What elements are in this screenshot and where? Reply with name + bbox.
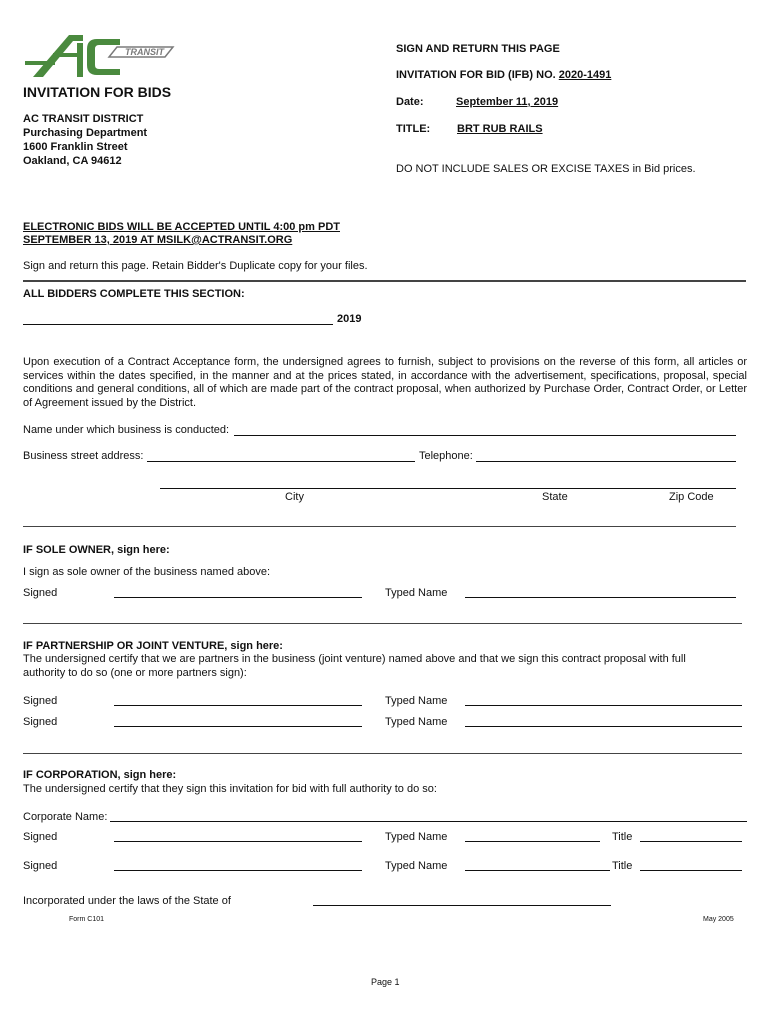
title-value: BRT RUB RAILS bbox=[457, 123, 543, 135]
sole-owner-typed-name-field[interactable] bbox=[465, 597, 736, 598]
typed-name-label: Typed Name bbox=[385, 860, 448, 872]
state-label: State bbox=[542, 491, 568, 503]
partnership-heading: IF PARTNERSHIP OR JOINT VENTURE, sign here: bbox=[23, 640, 283, 652]
address-line: Oakland, CA 94612 bbox=[23, 155, 122, 167]
logo-transit-text: TRANSIT bbox=[125, 47, 164, 57]
typed-name-label: Typed Name bbox=[385, 587, 448, 599]
execution-paragraph: Upon execution of a Contract Acceptance form, the undersigned agrees to furnish, subject to provisions on the reverse of this form, all articles or services within the dates specified, in the manner and at the prices stated, in accordance with the advertisement, specifications, proposal, special conditions and general conditions, all of which are made part of the contract proposal, when authorized by Purchase Order, Contract Order, or Letter of Agreement issued by the District. bbox=[23, 356, 747, 409]
incorporated-label: Incorporated under the laws of the State of bbox=[23, 895, 231, 907]
date-value: September 11, 2019 bbox=[456, 96, 559, 108]
corp-typed-name-field-2[interactable] bbox=[465, 870, 610, 871]
street-address-label: Business street address: bbox=[23, 450, 144, 462]
corporate-name-label: Corporate Name: bbox=[23, 811, 108, 823]
ifb-line bbox=[396, 69, 611, 81]
corp-typed-name-field-1[interactable] bbox=[465, 841, 600, 842]
city-label: City bbox=[285, 491, 304, 503]
ifb-number: 2020-1491 bbox=[558, 69, 612, 81]
address-line: Purchasing Department bbox=[23, 127, 148, 139]
title-field-label: Title bbox=[612, 860, 633, 872]
zip-code-label: Zip Code bbox=[669, 491, 714, 503]
date-label: Date: bbox=[396, 96, 424, 108]
corporate-name-field[interactable] bbox=[110, 821, 747, 822]
ac-transit-logo bbox=[25, 33, 175, 77]
district-address bbox=[23, 112, 147, 168]
sign-return-note: Sign and return this page. Retain Bidder's Duplicate copy for your files. bbox=[23, 260, 368, 272]
corporation-heading: IF CORPORATION, sign here: bbox=[23, 769, 177, 781]
sole-owner-signature-field[interactable] bbox=[114, 597, 362, 598]
telephone-field[interactable] bbox=[476, 461, 736, 462]
form-number: Form C101 bbox=[69, 916, 105, 923]
signed-label: Signed bbox=[23, 831, 58, 843]
incorporated-state-field[interactable] bbox=[313, 905, 611, 906]
section-divider bbox=[23, 753, 742, 754]
corp-signature-field-1[interactable] bbox=[114, 841, 362, 842]
corp-title-field-1[interactable] bbox=[640, 841, 742, 842]
deadline-time: 4:00 pm PDT bbox=[273, 221, 340, 233]
typed-name-label: Typed Name bbox=[385, 695, 448, 707]
business-name-field[interactable] bbox=[234, 435, 736, 436]
sole-owner-heading: IF SOLE OWNER, sign here: bbox=[23, 544, 170, 556]
ifb-label: INVITATION FOR BID (IFB) NO. bbox=[396, 69, 559, 81]
street-address-field[interactable] bbox=[147, 461, 415, 462]
section-divider bbox=[23, 623, 742, 624]
signed-label: Signed bbox=[23, 716, 58, 728]
title-field-label: Title bbox=[612, 831, 633, 843]
section-divider bbox=[23, 280, 746, 282]
electronic-bids-line2: SEPTEMBER 13, 2019 AT MSILK@ACTRANSIT.ORG bbox=[23, 234, 293, 246]
sign-return-heading: SIGN AND RETURN THIS PAGE bbox=[396, 43, 560, 55]
signed-label: Signed bbox=[23, 587, 58, 599]
year-label: 2019 bbox=[337, 313, 362, 325]
partner-typed-name-field-2[interactable] bbox=[465, 726, 742, 727]
sole-owner-text: I sign as sole owner of the business named above: bbox=[23, 566, 271, 578]
address-line: 1600 Franklin Street bbox=[23, 141, 128, 153]
partner-signature-field-2[interactable] bbox=[114, 726, 362, 727]
date-signature-line[interactable] bbox=[23, 324, 333, 325]
telephone-label: Telephone: bbox=[419, 450, 473, 462]
no-taxes-note: DO NOT INCLUDE SALES OR EXCISE TAXES in Bid prices. bbox=[396, 163, 696, 175]
title-label: TITLE: bbox=[396, 123, 431, 135]
partnership-text: The undersigned certify that we are partners in the business (joint venture) named above and that we sign this contract proposal with full authority to do so (one or more partners sign): bbox=[23, 653, 686, 679]
page-title: INVITATION FOR BIDS bbox=[23, 84, 172, 100]
logo-a-right bbox=[77, 43, 83, 77]
electronic-bids-text: ELECTRONIC BIDS WILL BE ACCEPTED UNTIL bbox=[23, 221, 274, 233]
page-number: Page 1 bbox=[371, 977, 400, 987]
typed-name-label: Typed Name bbox=[385, 716, 448, 728]
section-divider bbox=[23, 526, 736, 527]
corp-title-field-2[interactable] bbox=[640, 870, 742, 871]
electronic-bids-line1 bbox=[23, 221, 340, 233]
partner-signature-field-1[interactable] bbox=[114, 705, 362, 706]
corporation-text: The undersigned certify that they sign this invitation for bid with full authority to do so: bbox=[23, 783, 437, 795]
signed-label: Signed bbox=[23, 860, 58, 872]
typed-name-label: Typed Name bbox=[385, 831, 448, 843]
logo-stripe bbox=[25, 61, 55, 65]
city-state-zip-field[interactable] bbox=[160, 488, 736, 489]
signed-label: Signed bbox=[23, 695, 58, 707]
corp-signature-field-2[interactable] bbox=[114, 870, 362, 871]
business-name-label: Name under which business is conducted: bbox=[23, 424, 230, 436]
all-bidders-heading: ALL BIDDERS COMPLETE THIS SECTION: bbox=[23, 288, 245, 300]
form-date: May 2005 bbox=[703, 916, 734, 923]
partner-typed-name-field-1[interactable] bbox=[465, 705, 742, 706]
address-line: AC TRANSIT DISTRICT bbox=[23, 113, 144, 125]
